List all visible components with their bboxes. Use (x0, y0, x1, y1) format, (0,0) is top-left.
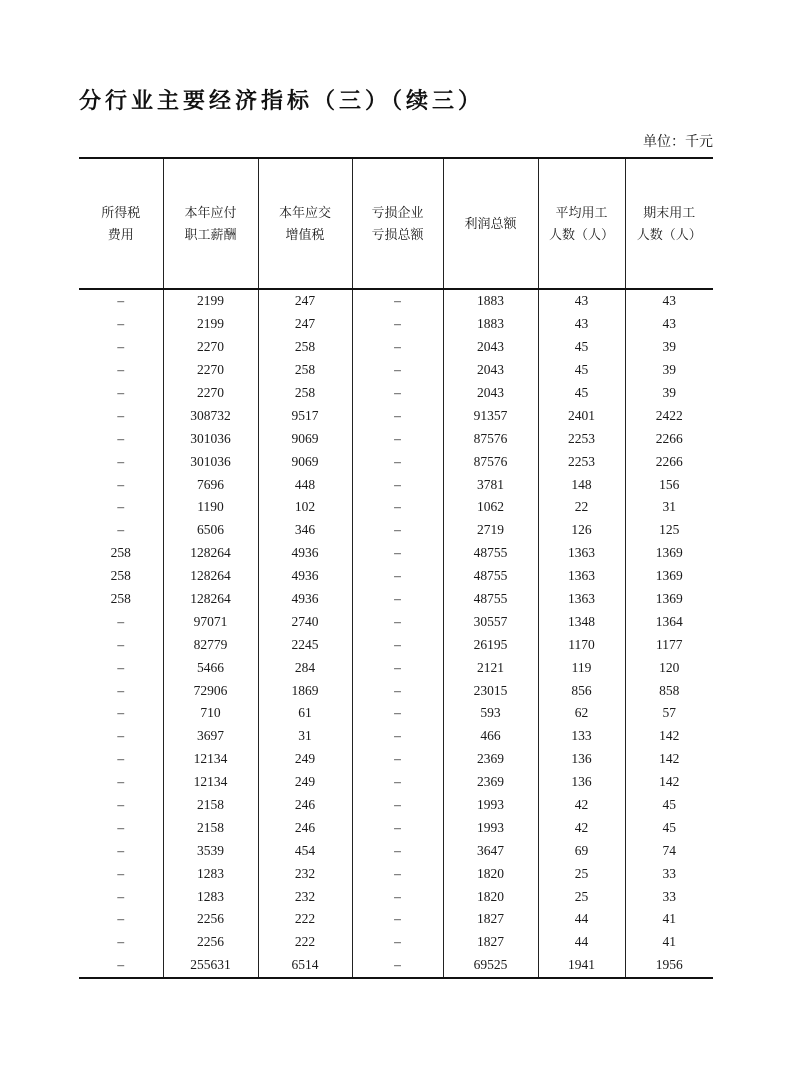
table-cell: 9069 (258, 450, 352, 473)
table-cell: – (117, 819, 125, 835)
table-cell: – (117, 842, 125, 858)
table-cell: 2740 (258, 610, 352, 633)
table-cell: 247 (258, 313, 352, 336)
table-cell: – (117, 751, 125, 767)
table-cell: 255631 (163, 954, 258, 978)
table-cell: 1363 (538, 588, 625, 611)
table-cell: – (117, 911, 125, 927)
table-cell: – (117, 613, 125, 629)
table-cell: 6506 (163, 519, 258, 542)
table-cell: 2043 (443, 336, 538, 359)
table-cell: 128264 (163, 565, 258, 588)
table-cell: 1348 (538, 610, 625, 633)
table-cell: 2270 (163, 382, 258, 405)
table-cell: 4936 (258, 542, 352, 565)
table-row (79, 931, 713, 954)
table-cell: 258 (258, 382, 352, 405)
page-title: 分行业主要经济指标（三）（续三） (79, 88, 485, 113)
table-cell: 2270 (163, 336, 258, 359)
table-cell: 44 (538, 908, 625, 931)
table-cell: 1993 (443, 794, 538, 817)
table-cell: 1062 (443, 496, 538, 519)
table-cell: 1170 (538, 633, 625, 656)
table-cell: 31 (625, 496, 713, 519)
table-cell: – (352, 794, 443, 817)
table-row (79, 450, 713, 473)
table-cell: 1363 (538, 542, 625, 565)
table-cell: 43 (538, 313, 625, 336)
table-cell: 43 (625, 313, 713, 336)
table-cell: 48755 (443, 542, 538, 565)
table-cell: 136 (538, 771, 625, 794)
table-cell: 2121 (443, 656, 538, 679)
table-row (79, 359, 713, 382)
table-cell: 45 (538, 359, 625, 382)
table-cell: – (352, 382, 443, 405)
table-cell: 69 (538, 839, 625, 862)
table-cell: 2270 (163, 359, 258, 382)
table-cell: 25 (538, 885, 625, 908)
table-cell: 1283 (163, 885, 258, 908)
table-cell: 222 (258, 908, 352, 931)
table-cell: 23015 (443, 679, 538, 702)
table-cell: 246 (258, 794, 352, 817)
table-cell: 6514 (258, 954, 352, 978)
table-cell: 232 (258, 885, 352, 908)
table-row (79, 954, 713, 978)
table-cell: 45 (538, 382, 625, 405)
table-cell: 33 (625, 862, 713, 885)
table-cell: 2253 (538, 427, 625, 450)
table-body (79, 289, 713, 978)
table-cell: 1364 (625, 610, 713, 633)
table-cell: 2719 (443, 519, 538, 542)
column-header: 本年应交 增值税 (258, 158, 352, 289)
table-cell: 246 (258, 816, 352, 839)
table-cell: – (117, 362, 125, 378)
table-cell: 91357 (443, 404, 538, 427)
table-row (79, 908, 713, 931)
table-cell: 2245 (258, 633, 352, 656)
table-cell: 1369 (625, 565, 713, 588)
column-header: 本年应付 职工薪酬 (163, 158, 258, 289)
table-cell: 222 (258, 931, 352, 954)
table-cell: – (352, 313, 443, 336)
statistics-table (79, 157, 713, 979)
table-cell: 48755 (443, 565, 538, 588)
table-cell: 1883 (443, 289, 538, 313)
column-header: 亏损企业 亏损总额 (352, 158, 443, 289)
table-cell: 1941 (538, 954, 625, 978)
table-cell: – (117, 453, 125, 469)
table-row (79, 839, 713, 862)
table-cell: 7696 (163, 473, 258, 496)
table-row (79, 771, 713, 794)
table-cell: 33 (625, 885, 713, 908)
table-cell: 136 (538, 748, 625, 771)
table-row (79, 656, 713, 679)
table-row (79, 885, 713, 908)
table-row (79, 565, 713, 588)
table-cell: 45 (625, 794, 713, 817)
table-cell: 2266 (625, 450, 713, 473)
table-cell: 1820 (443, 862, 538, 885)
table-cell: 232 (258, 862, 352, 885)
table-cell: 87576 (443, 450, 538, 473)
table-cell: 1177 (625, 633, 713, 656)
table-cell: 5466 (163, 656, 258, 679)
table-cell: – (352, 656, 443, 679)
table-cell: 1190 (163, 496, 258, 519)
table-cell: 858 (625, 679, 713, 702)
table-cell: – (352, 725, 443, 748)
table-cell: 249 (258, 771, 352, 794)
table-cell: 30557 (443, 610, 538, 633)
table-cell: – (117, 957, 125, 973)
table-row (79, 725, 713, 748)
table-cell: 125 (625, 519, 713, 542)
table-row (79, 679, 713, 702)
table-cell: – (117, 682, 125, 698)
table-cell: – (352, 771, 443, 794)
table-cell: 2253 (538, 450, 625, 473)
table-cell: 12134 (163, 748, 258, 771)
table-cell: 74 (625, 839, 713, 862)
table-cell: – (352, 542, 443, 565)
table-cell: 12134 (163, 771, 258, 794)
table-cell: 41 (625, 908, 713, 931)
column-header: 所得税 费用 (79, 158, 163, 289)
table-row (79, 816, 713, 839)
table-cell: 119 (538, 656, 625, 679)
table-header-row (79, 158, 713, 289)
table-cell: 2369 (443, 748, 538, 771)
table-cell: 2422 (625, 404, 713, 427)
table-cell: 258 (110, 545, 131, 561)
table-cell: – (352, 496, 443, 519)
table-cell: 2158 (163, 794, 258, 817)
table-row (79, 794, 713, 817)
table-cell: 156 (625, 473, 713, 496)
table-cell: – (352, 839, 443, 862)
table-cell: 448 (258, 473, 352, 496)
table-cell: – (352, 862, 443, 885)
table-cell: 593 (443, 702, 538, 725)
table-cell: 247 (258, 289, 352, 313)
table-cell: – (352, 633, 443, 656)
table-cell: 2266 (625, 427, 713, 450)
table-cell: 126 (538, 519, 625, 542)
table-cell: – (352, 473, 443, 496)
table-cell: 43 (625, 289, 713, 313)
table-cell: 31 (258, 725, 352, 748)
table-cell: 102 (258, 496, 352, 519)
table-row (79, 496, 713, 519)
table-cell: 148 (538, 473, 625, 496)
table-cell: – (352, 908, 443, 931)
table-row (79, 473, 713, 496)
table-cell: 120 (625, 656, 713, 679)
table-cell: 42 (538, 794, 625, 817)
table-cell: 258 (258, 359, 352, 382)
table-cell: 4936 (258, 588, 352, 611)
table-cell: 1363 (538, 565, 625, 588)
table-cell: – (352, 679, 443, 702)
table-cell: 25 (538, 862, 625, 885)
table-cell: 1827 (443, 931, 538, 954)
table-cell: – (117, 934, 125, 950)
table-cell: – (117, 797, 125, 813)
table-cell: 44 (538, 931, 625, 954)
table-cell: 249 (258, 748, 352, 771)
table-cell: 72906 (163, 679, 258, 702)
table-row (79, 588, 713, 611)
table-cell: – (352, 931, 443, 954)
table-cell: – (352, 885, 443, 908)
table-cell: 2043 (443, 382, 538, 405)
table-cell: – (117, 385, 125, 400)
table-cell: 1283 (163, 862, 258, 885)
table-cell: 1993 (443, 816, 538, 839)
column-header: 期末用工 人数（人） (625, 158, 713, 289)
table-cell: – (117, 522, 125, 538)
table-cell: 41 (625, 931, 713, 954)
table-cell: 82779 (163, 633, 258, 656)
table-cell: – (117, 774, 125, 790)
table-cell: 3647 (443, 839, 538, 862)
table-cell: – (352, 702, 443, 725)
table-cell: 2256 (163, 908, 258, 931)
table-cell: – (352, 404, 443, 427)
table-cell: – (352, 748, 443, 771)
table-cell: – (352, 427, 443, 450)
table-cell: 26195 (443, 633, 538, 656)
table-row (79, 748, 713, 771)
table-cell: – (117, 476, 125, 492)
table-cell: 39 (625, 336, 713, 359)
table-row (79, 336, 713, 359)
table-cell: – (352, 816, 443, 839)
table-cell: 1369 (625, 588, 713, 611)
table-cell: 45 (538, 336, 625, 359)
unit-label: 单位：千元 (643, 135, 713, 150)
table-cell: 2401 (538, 404, 625, 427)
table-cell: – (352, 954, 443, 978)
table-cell: 710 (163, 702, 258, 725)
table-cell: – (352, 450, 443, 473)
table-cell: 9069 (258, 427, 352, 450)
table-cell: 39 (625, 382, 713, 405)
table-cell: 128264 (163, 542, 258, 565)
table-cell: 301036 (163, 450, 258, 473)
table-row (79, 382, 713, 405)
table-cell: 2199 (163, 313, 258, 336)
table-cell: 62 (538, 702, 625, 725)
table-row (79, 519, 713, 542)
table-cell: 142 (625, 771, 713, 794)
table-cell: 2043 (443, 359, 538, 382)
table-cell: 42 (538, 816, 625, 839)
table-cell: 3539 (163, 839, 258, 862)
table-cell: 57 (625, 702, 713, 725)
table-cell: 856 (538, 679, 625, 702)
table-cell: 2256 (163, 931, 258, 954)
table-cell: 39 (625, 359, 713, 382)
table-cell: 258 (110, 591, 131, 607)
table-row (79, 404, 713, 427)
column-header: 平均用工 人数（人） (538, 158, 625, 289)
table-row (79, 702, 713, 725)
table-cell: 454 (258, 839, 352, 862)
table-cell: 45 (625, 816, 713, 839)
table-cell: 1827 (443, 908, 538, 931)
table-cell: – (117, 659, 125, 675)
table-cell: 48755 (443, 588, 538, 611)
table-cell: 1369 (625, 542, 713, 565)
table-cell: – (117, 636, 125, 652)
table-cell: 43 (538, 289, 625, 313)
table-cell: 61 (258, 702, 352, 725)
table-cell: – (352, 519, 443, 542)
table-header (79, 158, 713, 289)
table-cell: 1956 (625, 954, 713, 978)
table-cell: – (117, 293, 125, 309)
table-row (79, 542, 713, 565)
table-cell: 2199 (163, 289, 258, 313)
table-cell: 2158 (163, 816, 258, 839)
table-cell: 258 (258, 336, 352, 359)
table-cell: 128264 (163, 588, 258, 611)
table-cell: 4936 (258, 565, 352, 588)
table-row (79, 313, 713, 336)
table-cell: – (352, 289, 443, 313)
table-row (79, 862, 713, 885)
table-cell: – (117, 705, 125, 721)
table-cell: – (117, 339, 125, 355)
table-cell: 466 (443, 725, 538, 748)
table-row (79, 610, 713, 633)
table-cell: 133 (538, 725, 625, 748)
table-cell: – (117, 430, 125, 446)
table-cell: – (117, 728, 125, 744)
table-cell: 301036 (163, 427, 258, 450)
table-row (79, 289, 713, 313)
table-cell: – (117, 407, 125, 423)
table-cell: – (352, 588, 443, 611)
table-cell: 142 (625, 725, 713, 748)
table-cell: 1869 (258, 679, 352, 702)
table-cell: – (117, 888, 125, 904)
table-cell: 3781 (443, 473, 538, 496)
table-cell: 258 (110, 568, 131, 584)
table-row (79, 427, 713, 450)
table-cell: – (352, 610, 443, 633)
table-cell: 2369 (443, 771, 538, 794)
table-cell: 1820 (443, 885, 538, 908)
column-header: 利润总额 (443, 158, 538, 289)
table-cell: 308732 (163, 404, 258, 427)
table-cell: – (117, 499, 125, 515)
table-cell: 97071 (163, 610, 258, 633)
table-cell: 69525 (443, 954, 538, 978)
table-cell: 142 (625, 748, 713, 771)
table-cell: – (352, 565, 443, 588)
table-cell: 87576 (443, 427, 538, 450)
table-cell: – (117, 865, 125, 881)
table-cell: 284 (258, 656, 352, 679)
table-cell: – (352, 336, 443, 359)
table-row (79, 633, 713, 656)
table-cell: 22 (538, 496, 625, 519)
table-cell: 1883 (443, 313, 538, 336)
table-cell: 346 (258, 519, 352, 542)
table-cell: – (117, 316, 125, 332)
table-cell: 9517 (258, 404, 352, 427)
table-cell: – (352, 359, 443, 382)
table-cell: 3697 (163, 725, 258, 748)
